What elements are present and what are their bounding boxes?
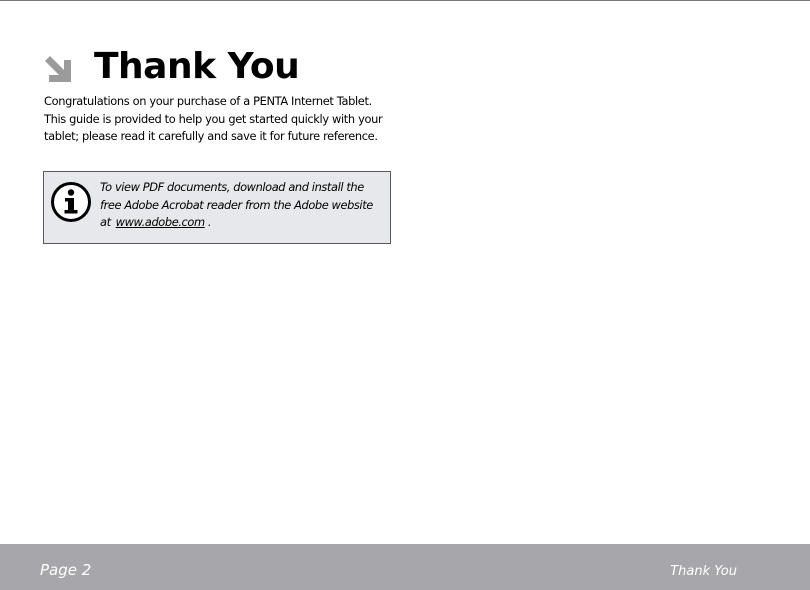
info-icon [50, 181, 92, 223]
adobe-link[interactable]: www.adobe.com [115, 215, 205, 229]
info-note-body: To view PDF documents, download and install the free Adobe Acrobat reader from the Adobe website at [100, 180, 373, 229]
page-heading [42, 44, 299, 90]
page-number: Page 2 [40, 561, 92, 579]
arrow-down-right-icon [42, 53, 74, 85]
info-note-suffix: . [207, 215, 212, 229]
info-note [43, 171, 391, 244]
section-title: Thank You [670, 564, 737, 579]
page-footer [0, 544, 810, 590]
page-title: Thank You [94, 46, 300, 87]
intro-paragraph: Congratulations on your purchase of a PENTA Internet Tablet. This guide is provided to help you get started quickly with your tablet; please read it carefully and save it for future reference. [44, 94, 383, 143]
info-note-text [100, 179, 385, 232]
top-divider [0, 0, 810, 1]
